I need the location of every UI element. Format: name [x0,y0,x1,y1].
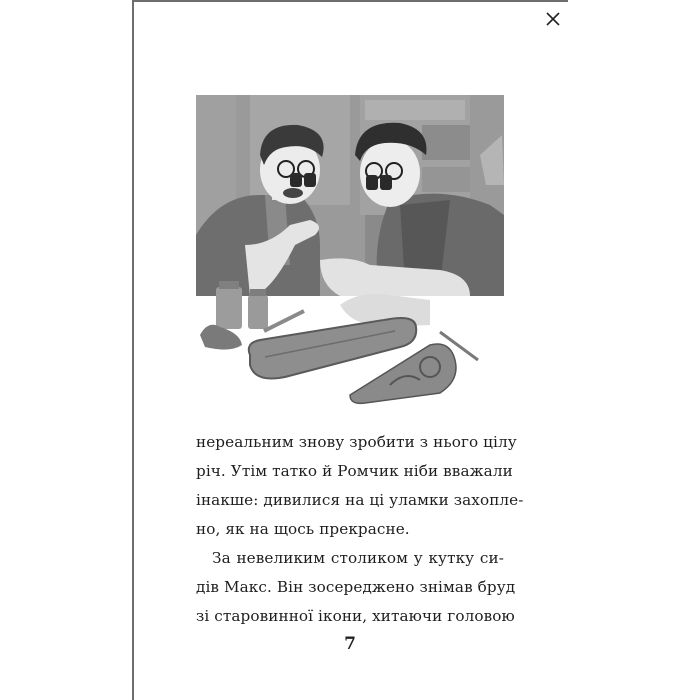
text-line: нереальним знову зробити з нього цілу [196,433,517,451]
restorers-illustration [190,95,510,415]
text-line: зі старовинної ікони, хитаючи головою [196,607,515,625]
close-button[interactable] [540,6,566,32]
text-line: но, як на щось прекрасне. [196,520,410,538]
text-line: дів Макс. Він зосереджено знімав бруд [196,578,516,596]
page-text [196,428,524,631]
close-icon [545,11,561,27]
text-line: річ. Утім татко й Ромчик ніби вважали [196,462,513,480]
paragraph-2 [196,544,516,631]
page-number: 7 [344,634,356,654]
text-line: інакше: дивилися на ці уламки захопле- [196,491,524,509]
text-line: За невеликим столиком у кутку си- [212,549,504,567]
paragraph-1 [196,428,524,544]
illustration [190,95,510,415]
